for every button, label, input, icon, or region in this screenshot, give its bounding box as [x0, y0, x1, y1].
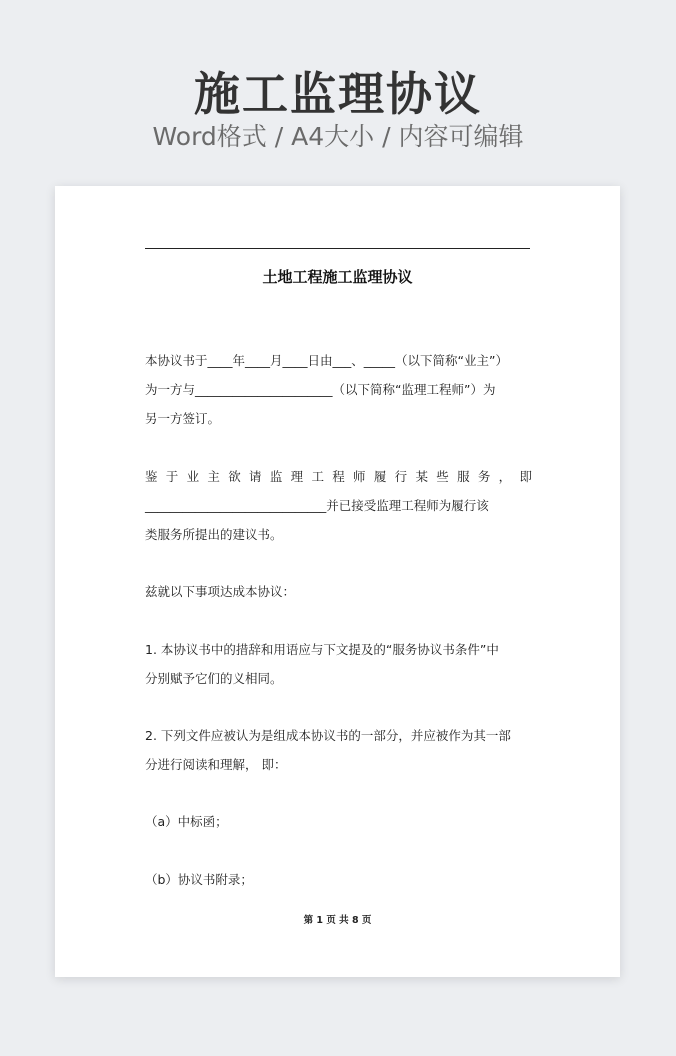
text-line: 为一方与______________________（以下简称“监理工程师”）为	[145, 382, 496, 397]
text-line: 2. 下列文件应被认为是组成本协议书的一部分，并应被作为其一部	[145, 728, 511, 743]
text-line: （b）协议书附录；	[145, 872, 253, 887]
text-line: 兹就以下事项达成本协议：	[145, 584, 296, 599]
document-page	[55, 186, 620, 977]
text-line: 分别赋予它们的义相同。	[145, 671, 283, 686]
text-line: 1. 本协议书中的措辞和用语应与下文提及的“服务协议书条件”中	[145, 642, 499, 657]
document-title: 土地工程施工监理协议	[262, 268, 413, 286]
paragraph-agreement-intro	[145, 577, 532, 606]
clause-2	[145, 721, 532, 779]
page-number: 第 1 页 共 8 页	[303, 915, 372, 926]
header-rule	[145, 248, 530, 249]
paragraph-opening	[145, 346, 532, 433]
text-line: （a）中标函；	[145, 814, 228, 829]
clause-2a	[145, 807, 532, 836]
text-line: 分进行阅读和理解， 即：	[145, 757, 287, 772]
clause-1	[145, 635, 532, 693]
text-line: _____________________________并已接受监理工程师为履行该	[145, 498, 489, 513]
paragraph-whereas	[145, 462, 532, 549]
text-line: 本协议书于____年____月____日由___、_____（以下简称“业主”）	[145, 353, 508, 368]
text-line: 鉴于业主欲请监理工程师履行某些服务，即	[145, 469, 532, 484]
text-line: 另一方签订。	[145, 411, 221, 426]
banner-title: 施工监理协议	[194, 67, 482, 121]
clause-2b	[145, 865, 532, 894]
text-line: 类服务所提出的建议书。	[145, 527, 283, 542]
banner-subtitle: Word格式 / A4大小 / 内容可编辑	[152, 122, 524, 151]
